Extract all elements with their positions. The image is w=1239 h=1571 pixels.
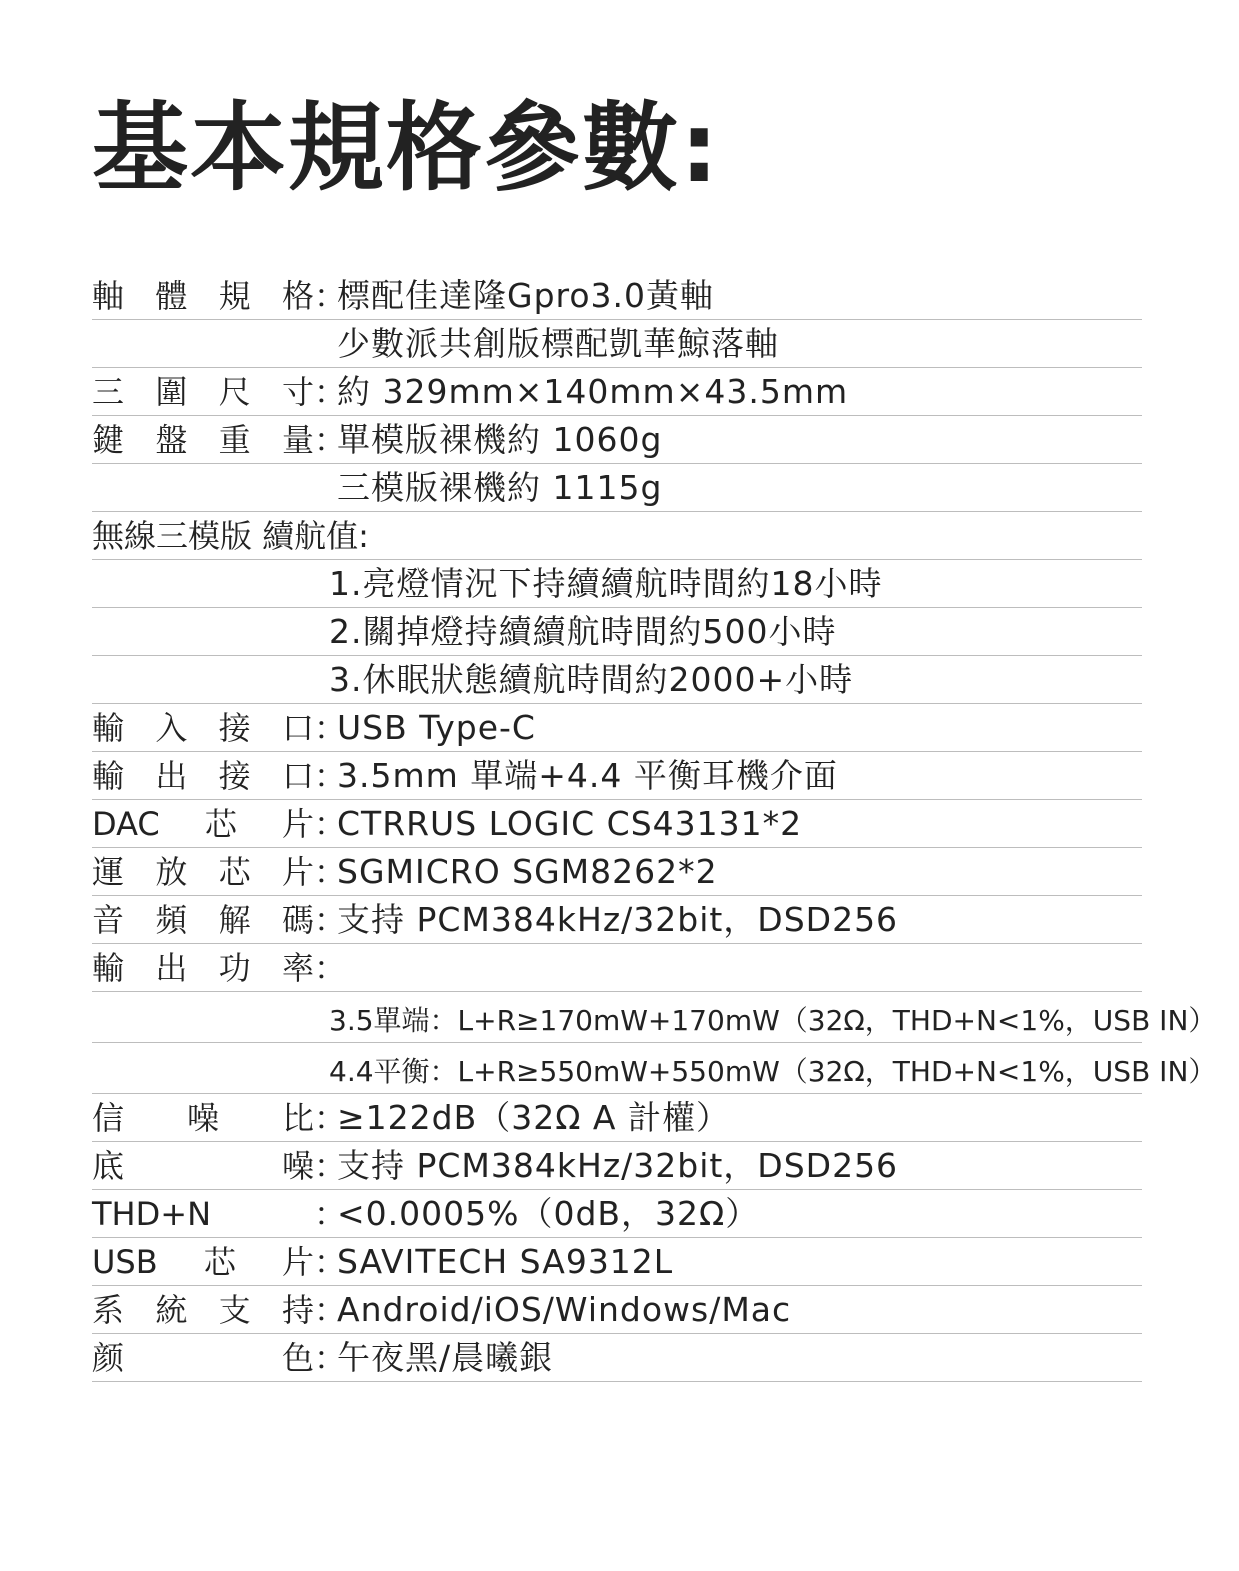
colon: ： bbox=[314, 1147, 347, 1185]
spec-row-color bbox=[92, 1334, 1142, 1382]
spec-row-power-bal bbox=[92, 1043, 1217, 1094]
spec-label: 信噪比 bbox=[92, 1099, 314, 1137]
page-title: 基本規格參數: bbox=[92, 92, 721, 204]
spec-value: USB Type-C bbox=[337, 708, 536, 747]
spec-row-battery-1 bbox=[92, 560, 1142, 608]
spec-row-switch-alt bbox=[92, 320, 1142, 368]
spec-row-power bbox=[92, 944, 1142, 992]
colon: ： bbox=[314, 901, 347, 939]
spec-label: 運放芯片 bbox=[92, 853, 314, 891]
spec-value: 標配佳達隆Gpro3.0黃軸 bbox=[337, 276, 715, 315]
section-heading: 無線三模版 續航值: bbox=[92, 517, 369, 555]
spec-row-switch bbox=[92, 272, 1142, 320]
spec-row-dimensions bbox=[92, 368, 1142, 416]
colon: ： bbox=[314, 757, 347, 795]
spec-value: 約 329mm×140mm×43.5mm bbox=[337, 372, 849, 411]
spec-row-output bbox=[92, 752, 1142, 800]
spec-label: 底噪 bbox=[92, 1147, 314, 1185]
spec-value: 午夜黑/晨曦銀 bbox=[337, 1338, 554, 1377]
spec-value: <0.0005%（0dB，32Ω） bbox=[337, 1194, 760, 1233]
spec-value: 4.4平衡：L+R≥550mW+550mW（32Ω，THD+N<1%，USB IN） bbox=[329, 1055, 1217, 1088]
colon: ： bbox=[314, 949, 347, 987]
spec-value: 3.5單端：L+R≥170mW+170mW（32Ω，THD+N<1%，USB IN） bbox=[329, 1004, 1217, 1037]
spec-row-power-se bbox=[92, 992, 1217, 1043]
spec-row-input bbox=[92, 704, 1142, 752]
colon: ： bbox=[314, 1099, 347, 1137]
spec-label: 系統支持 bbox=[92, 1291, 314, 1329]
spec-value: 3.休眠狀態續航時間約2000+小時 bbox=[329, 660, 854, 699]
colon: ： bbox=[314, 805, 347, 843]
spec-value: Android/iOS/Windows/Mac bbox=[337, 1290, 792, 1329]
spec-row-battery-3 bbox=[92, 656, 1142, 704]
spec-label: 輸出功率 bbox=[92, 949, 314, 987]
spec-value: ≥122dB（32Ω A 計權） bbox=[337, 1098, 730, 1137]
spec-value: 單模版裸機約 1060g bbox=[337, 420, 663, 459]
spec-value: 三模版裸機約 1115g bbox=[337, 468, 663, 507]
spec-label: 軸體規格 bbox=[92, 277, 314, 315]
colon: ： bbox=[314, 1339, 347, 1377]
spec-row-decoding bbox=[92, 896, 1142, 944]
spec-row-battery-heading bbox=[92, 512, 1142, 560]
spec-value: 少數派共創版標配凱華鯨落軸 bbox=[337, 324, 779, 363]
spec-value: SGMICRO SGM8262*2 bbox=[337, 852, 718, 891]
colon: ： bbox=[314, 277, 347, 315]
spec-row-opamp bbox=[92, 848, 1142, 896]
spec-table bbox=[92, 272, 1217, 1382]
colon: ： bbox=[314, 421, 347, 459]
spec-row-thdn bbox=[92, 1190, 1142, 1238]
spec-value: 2.關掉燈持續續航時間約500小時 bbox=[329, 612, 837, 651]
spec-row-usb-chip bbox=[92, 1238, 1142, 1286]
spec-row-dac bbox=[92, 800, 1142, 848]
spec-row-weight bbox=[92, 416, 1142, 464]
colon: ： bbox=[314, 1243, 347, 1281]
spec-value: CTRRUS LOGIC CS43131*2 bbox=[337, 804, 803, 843]
spec-row-battery-2 bbox=[92, 608, 1142, 656]
spec-value: 支持 PCM384kHz/32bit，DSD256 bbox=[337, 1146, 899, 1185]
spec-row-os bbox=[92, 1286, 1142, 1334]
spec-value: 支持 PCM384kHz/32bit，DSD256 bbox=[337, 900, 899, 939]
spec-row-weight-tri bbox=[92, 464, 1142, 512]
spec-label: 輸入接口 bbox=[92, 709, 314, 747]
spec-label: 三圍尺寸 bbox=[92, 373, 314, 411]
spec-value: 3.5mm 單端+4.4 平衡耳機介面 bbox=[337, 756, 838, 795]
colon: ： bbox=[314, 373, 347, 411]
spec-value: 1.亮燈情況下持續續航時間約18小時 bbox=[329, 564, 883, 603]
spec-label: 音頻解碼 bbox=[92, 901, 314, 939]
spec-row-noise-floor bbox=[92, 1142, 1142, 1190]
spec-label: USB芯片 bbox=[92, 1243, 314, 1281]
spec-row-snr bbox=[92, 1094, 1142, 1142]
colon: ： bbox=[314, 1195, 347, 1233]
colon: ： bbox=[314, 1291, 347, 1329]
spec-label: THD+N bbox=[92, 1195, 211, 1233]
colon: ： bbox=[314, 709, 347, 747]
spec-label: 鍵盤重量 bbox=[92, 421, 314, 459]
spec-label: 輸出接口 bbox=[92, 757, 314, 795]
colon: ： bbox=[314, 853, 347, 891]
spec-value: SAVITECH SA9312L bbox=[337, 1242, 674, 1281]
spec-label: DAC芯片 bbox=[92, 805, 314, 843]
spec-label: 颜色 bbox=[92, 1339, 314, 1377]
